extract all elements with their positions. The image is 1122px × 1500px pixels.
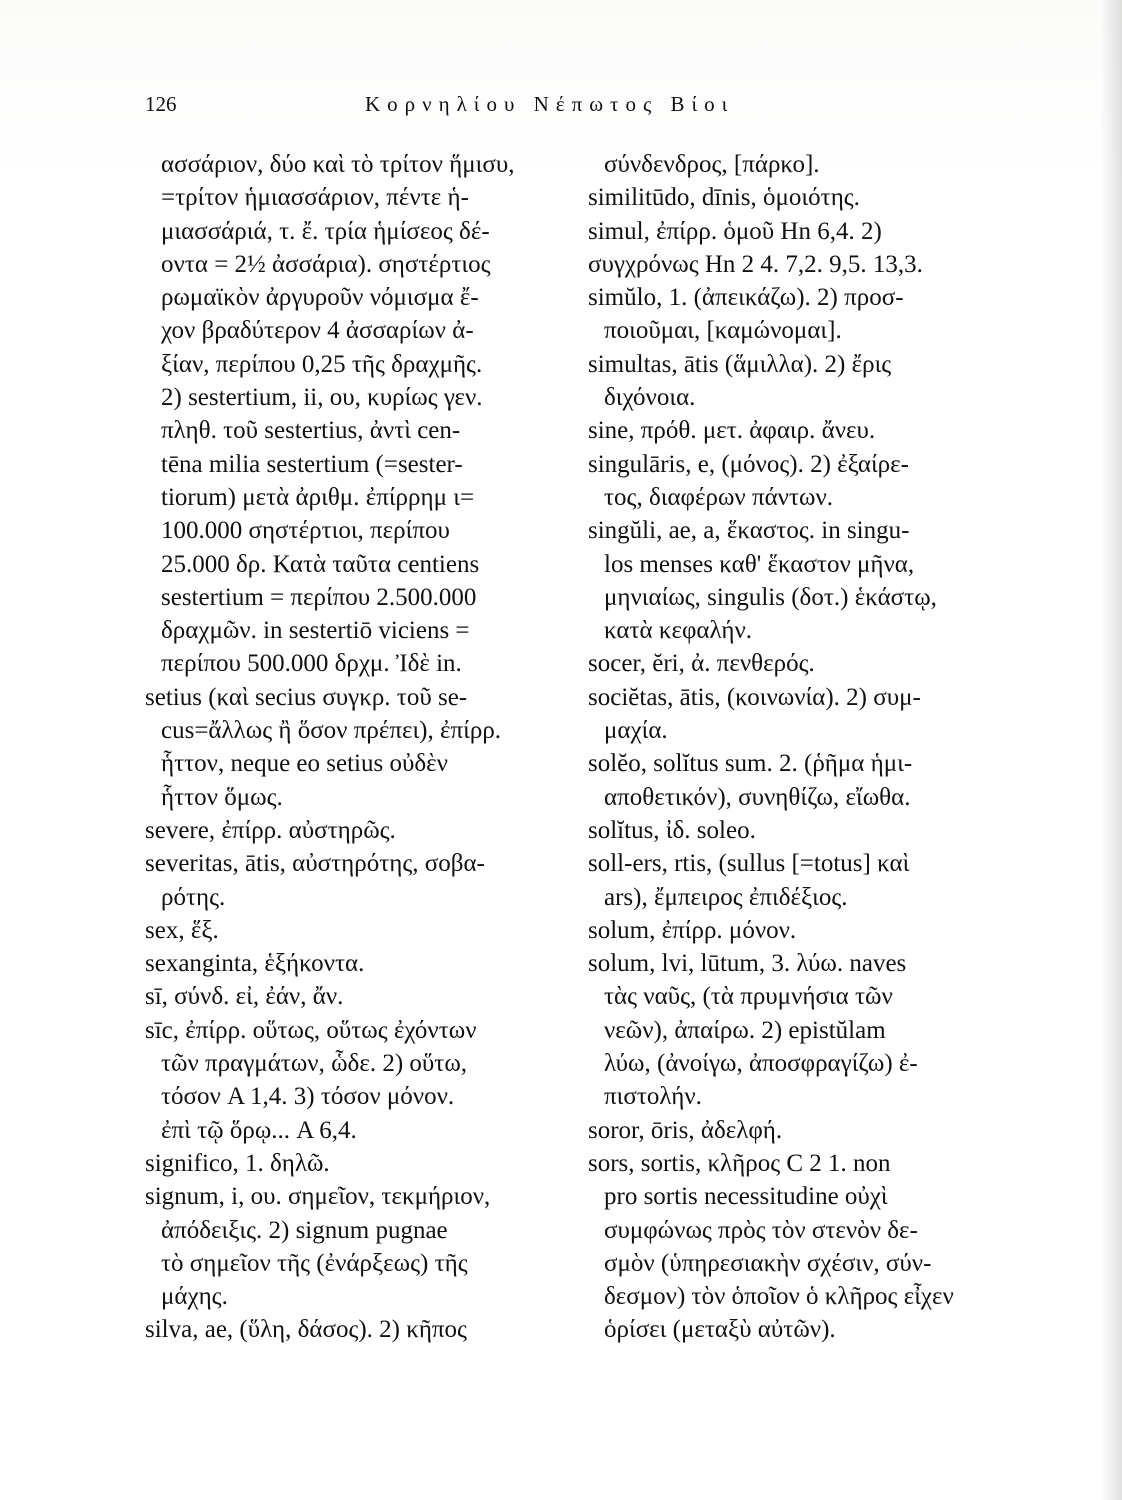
dictionary-line: socer, ĕri, ἀ. πενθερός. bbox=[588, 650, 815, 678]
dictionary-line: solĕo, solĭtus sum. 2. (ῥῆμα ἡμι- bbox=[588, 750, 913, 778]
dictionary-line: δραχμῶν. in sestertiō viciens = bbox=[161, 617, 470, 645]
dictionary-line: simul, ἐπίρρ. ὁμοῦ Hn 6,4. 2) bbox=[588, 217, 882, 245]
dictionary-line: =τρίτον ἡμιασσάριον, πέντε ἡ- bbox=[161, 184, 469, 212]
dictionary-line: cus=ἄλλως ἢ ὅσον πρέπει), ἐπίρρ. bbox=[161, 717, 502, 745]
running-title: Κορνηλίου Νέπωτος Βίοι bbox=[365, 92, 735, 116]
dictionary-line: οντα = 2½ ἀσσάρια). σηστέρτιος bbox=[161, 250, 491, 278]
dictionary-line: singulāris, e, (μόνος). 2) ἐξαίρε- bbox=[588, 450, 909, 478]
page-number: 126 bbox=[145, 92, 177, 116]
dictionary-line: silva, ae, (ὕλη, δάσος). 2) κῆπος bbox=[145, 1316, 467, 1344]
dictionary-line: pro sortis necessitudine οὐχὶ bbox=[604, 1183, 888, 1211]
dictionary-line: ρότης. bbox=[161, 883, 226, 911]
dictionary-line: solum, lvi, lūtum, 3. λύω. naves bbox=[588, 950, 907, 978]
dictionary-line: ἐπὶ τῷ ὅρῳ... A 6,4. bbox=[161, 1116, 357, 1144]
dictionary-line: simŭlo, 1. (ἀπεικάζω). 2) προσ- bbox=[588, 284, 904, 312]
dictionary-line: severitas, ātis, αὐστηρότης, σοβα- bbox=[145, 850, 485, 878]
dictionary-line: τος, διαφέρων πάντων. bbox=[604, 483, 834, 511]
dictionary-line: sociĕtas, ātis, (κοινωνία). 2) συμ- bbox=[588, 683, 921, 711]
dictionary-line: αποθετικόν), συνηθίζω, εἴωθα. bbox=[604, 783, 911, 811]
dictionary-line: singŭli, ae, a, ἕκαστος. in singu- bbox=[588, 517, 910, 545]
dictionary-line: tēna milia sestertium (=sester- bbox=[161, 450, 463, 478]
dictionary-line: μαχία. bbox=[604, 717, 668, 745]
dictionary-line: τὸ σημεῖον τῆς (ἐνάρξεως) τῆς bbox=[161, 1249, 468, 1277]
dictionary-line: 25.000 δρ. Κατὰ ταῦτα centiens bbox=[161, 550, 480, 578]
dictionary-line: simultas, ātis (ἅμιλλα). 2) ἔρις bbox=[588, 350, 892, 378]
right-column bbox=[588, 148, 990, 1347]
dictionary-line: ἧττον, neque eo setius οὐδὲν bbox=[161, 750, 448, 778]
dictionary-line: περίπου 500.000 δρχμ. Ἰδὲ in. bbox=[161, 650, 462, 678]
dictionary-line: solum, ἐπίρρ. μόνον. bbox=[588, 916, 797, 944]
dictionary-line: συγχρόνως Hn 2 4. 7,2. 9,5. 13,3. bbox=[588, 250, 923, 278]
dictionary-line: 2) sestertium, ii, ου, κυρίως γεν. bbox=[161, 384, 483, 412]
dictionary-line: ὁρίσει (μεταξὺ αὐτῶν). bbox=[604, 1316, 836, 1344]
dictionary-line: πιστολήν. bbox=[604, 1083, 702, 1111]
dictionary-line: sīc, ἐπίρρ. οὕτως, οὕτως ἐχόντων bbox=[145, 1016, 477, 1044]
dictionary-line: μιασσάριά, τ. ἔ. τρία ἡμίσεος δέ- bbox=[161, 217, 490, 245]
dictionary-line: διχόνοια. bbox=[604, 384, 696, 412]
dictionary-line: tiorum) μετὰ ἀριθμ. ἐπίρρημ ι= bbox=[161, 483, 475, 511]
dictionary-line: ρωμαϊκὸν ἀργυροῦν νόμισμα ἔ- bbox=[161, 284, 479, 312]
dictionary-line: πληθ. τοῦ sestertius, ἀντὶ cen- bbox=[161, 417, 461, 445]
dictionary-line: χον βραδύτερον 4 ἀσσαρίων ἀ- bbox=[161, 317, 474, 345]
dictionary-line: τὰς ναῦς, (τὰ πρυμνήσια τῶν bbox=[604, 983, 893, 1011]
dictionary-line: τόσον A 1,4. 3) τόσον μόνον. bbox=[161, 1083, 455, 1111]
dictionary-line: signum, i, ου. σημεῖον, τεκμήριον, bbox=[145, 1183, 491, 1211]
dictionary-line: ars), ἔμπειρος ἐπιδέξιος. bbox=[604, 883, 848, 911]
dictionary-line: soror, ōris, ἀδελφή. bbox=[588, 1116, 783, 1144]
running-head bbox=[145, 92, 985, 122]
dictionary-line: σμὸν (ὑπηρεσιακὴν σχέσιν, σύν- bbox=[604, 1249, 932, 1277]
dictionary-line: sex, ἕξ. bbox=[145, 916, 219, 944]
dictionary-line: ἀπόδειξις. 2) signum pugnae bbox=[161, 1216, 448, 1244]
dictionary-line: los menses καθ' ἕκαστον μῆνα, bbox=[604, 550, 915, 578]
dictionary-line: μηνιαίως, singulis (δοτ.) ἑκάστῳ, bbox=[604, 583, 937, 611]
dictionary-line: sexanginta, ἑξήκοντα. bbox=[145, 950, 365, 978]
dictionary-line: sors, sortis, κλῆρος C 2 1. non bbox=[588, 1149, 891, 1177]
dictionary-line: λύω, (ἀνοίγω, ἀποσφραγίζω) ἐ- bbox=[604, 1050, 918, 1078]
dictionary-line: sī, σύνδ. εἰ, ἐάν, ἄν. bbox=[145, 983, 344, 1011]
dictionary-line: δεσμον) τὸν ὁποῖον ὁ κλῆρος εἶχεν bbox=[604, 1283, 954, 1311]
dictionary-line: sine, πρόθ. μετ. ἀφαιρ. ἄνευ. bbox=[588, 417, 876, 445]
dictionary-line: solĭtus, ἰδ. soleo. bbox=[588, 816, 756, 844]
dictionary-line: similitūdo, dīnis, ὁμοιότης. bbox=[588, 184, 860, 212]
dictionary-line: τῶν πραγμάτων, ὧδε. 2) οὕτω, bbox=[161, 1050, 468, 1078]
dictionary-line: significo, 1. δηλῶ. bbox=[145, 1149, 330, 1177]
dictionary-line: severe, ἐπίρρ. αὐστηρῶς. bbox=[145, 816, 396, 844]
dictionary-line: ποιοῦμαι, [καμώνομαι]. bbox=[604, 317, 842, 345]
dictionary-line: setius (καὶ secius συγκρ. τοῦ se- bbox=[145, 683, 468, 711]
dictionary-line: 100.000 σηστέρτιοι, περίπου bbox=[161, 517, 450, 545]
page-edge-shadow bbox=[1100, 0, 1122, 1500]
dictionary-line: νεῶν), ἀπαίρω. 2) epistŭlam bbox=[604, 1016, 886, 1044]
left-column bbox=[145, 148, 565, 1347]
dictionary-line: μάχης. bbox=[161, 1283, 228, 1311]
dictionary-line: σύνδενδρος, [πάρκο]. bbox=[604, 151, 820, 178]
dictionary-line: soll-ers, rtis, (sullus [=totus] καὶ bbox=[588, 850, 910, 878]
dictionary-line: συμφώνως πρὸς τὸν στενὸν δε- bbox=[604, 1216, 918, 1244]
dictionary-line: ξίαν, περίπου 0,25 τῆς δραχμῆς. bbox=[161, 350, 483, 378]
dictionary-line: ἧττον ὅμως. bbox=[161, 783, 283, 811]
dictionary-line: ασσάριον, δύο καὶ τὸ τρίτον ἥμισυ, bbox=[161, 151, 515, 178]
dictionary-line: κατὰ κεφαλήν. bbox=[604, 617, 753, 645]
dictionary-line: sestertium = περίπου 2.500.000 bbox=[161, 583, 477, 611]
